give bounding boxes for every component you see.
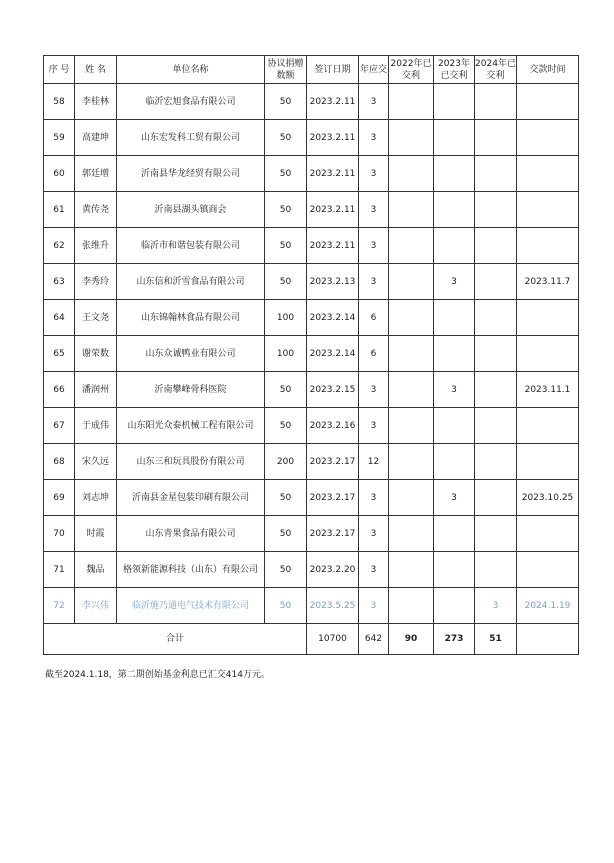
cell-y2023: 3 xyxy=(434,372,475,408)
cell-paid-time xyxy=(517,156,579,192)
table-row xyxy=(44,408,579,444)
header-y2022: 2022年已交利 xyxy=(389,56,434,84)
cell-amount: 50 xyxy=(265,552,307,588)
cell-name: 于成伟 xyxy=(75,408,117,444)
cell-amount: 50 xyxy=(265,408,307,444)
cell-company: 临沂施乃通电气技术有限公司 xyxy=(117,588,265,624)
cell-company: 临沂宏旭食品有限公司 xyxy=(117,84,265,120)
total-y2024: 51 xyxy=(475,624,517,655)
total-row xyxy=(44,624,579,655)
cell-seq: 65 xyxy=(44,336,75,372)
cell-date: 2023.2.11 xyxy=(307,84,359,120)
cell-name: 高建坤 xyxy=(75,120,117,156)
cell-y2022 xyxy=(389,408,434,444)
total-paid-time xyxy=(517,624,579,655)
cell-paid-time xyxy=(517,120,579,156)
header-company: 单位名称 xyxy=(117,56,265,84)
cell-y2024 xyxy=(475,336,517,372)
cell-date: 2023.2.11 xyxy=(307,156,359,192)
cell-y2024 xyxy=(475,228,517,264)
cell-y2024 xyxy=(475,408,517,444)
cell-paid-time: 2024.1.19 xyxy=(517,588,579,624)
cell-y2024 xyxy=(475,84,517,120)
cell-y2024 xyxy=(475,264,517,300)
table-row xyxy=(44,228,579,264)
table-row xyxy=(44,552,579,588)
cell-y2023 xyxy=(434,588,475,624)
cell-amount: 50 xyxy=(265,192,307,228)
cell-amount: 50 xyxy=(265,516,307,552)
cell-amount: 200 xyxy=(265,444,307,480)
cell-amount: 50 xyxy=(265,228,307,264)
cell-y2023: 3 xyxy=(434,480,475,516)
cell-y2024 xyxy=(475,552,517,588)
cell-seq: 66 xyxy=(44,372,75,408)
table-row xyxy=(44,192,579,228)
cell-date: 2023.2.13 xyxy=(307,264,359,300)
table-row xyxy=(44,444,579,480)
cell-amount: 50 xyxy=(265,372,307,408)
header-annual: 年应交 xyxy=(359,56,389,84)
cell-y2023 xyxy=(434,192,475,228)
cell-seq: 70 xyxy=(44,516,75,552)
cell-paid-time xyxy=(517,408,579,444)
cell-company: 沂南攀峰骨科医院 xyxy=(117,372,265,408)
cell-annual: 3 xyxy=(359,408,389,444)
cell-amount: 50 xyxy=(265,480,307,516)
cell-date: 2023.2.11 xyxy=(307,228,359,264)
cell-company: 山东宏发科工贸有限公司 xyxy=(117,120,265,156)
cell-company: 山东众诚鸭业有限公司 xyxy=(117,336,265,372)
cell-paid-time xyxy=(517,336,579,372)
cell-y2024 xyxy=(475,156,517,192)
cell-annual: 3 xyxy=(359,480,389,516)
total-amount: 10700 xyxy=(307,624,359,655)
cell-seq: 60 xyxy=(44,156,75,192)
cell-y2023 xyxy=(434,336,475,372)
total-y2022: 90 xyxy=(389,624,434,655)
cell-y2022 xyxy=(389,480,434,516)
cell-y2024 xyxy=(475,480,517,516)
cell-y2022 xyxy=(389,156,434,192)
cell-name: 刘志坤 xyxy=(75,480,117,516)
cell-paid-time xyxy=(517,228,579,264)
cell-date: 2023.2.11 xyxy=(307,120,359,156)
cell-date: 2023.2.17 xyxy=(307,444,359,480)
cell-name: 李秀玲 xyxy=(75,264,117,300)
cell-date: 2023.5.25 xyxy=(307,588,359,624)
cell-annual: 3 xyxy=(359,120,389,156)
cell-y2023 xyxy=(434,120,475,156)
cell-name: 宋久远 xyxy=(75,444,117,480)
cell-name: 李兴伟 xyxy=(75,588,117,624)
cell-paid-time: 2023.11.1 xyxy=(517,372,579,408)
table-row xyxy=(44,372,579,408)
table-row xyxy=(44,84,579,120)
header-row xyxy=(44,56,579,84)
cell-name: 谢荣数 xyxy=(75,336,117,372)
cell-seq: 64 xyxy=(44,300,75,336)
cell-seq: 58 xyxy=(44,84,75,120)
table-row xyxy=(44,120,579,156)
cell-y2022 xyxy=(389,120,434,156)
cell-company: 山东阳光众泰机械工程有限公司 xyxy=(117,408,265,444)
header-name: 姓 名 xyxy=(75,56,117,84)
table-row xyxy=(44,516,579,552)
cell-y2023 xyxy=(434,228,475,264)
total-annual: 642 xyxy=(359,624,389,655)
cell-seq: 71 xyxy=(44,552,75,588)
cell-annual: 3 xyxy=(359,372,389,408)
cell-paid-time xyxy=(517,84,579,120)
cell-date: 2023.2.11 xyxy=(307,192,359,228)
header-y2023: 2023年已交利 xyxy=(434,56,475,84)
cell-amount: 50 xyxy=(265,264,307,300)
cell-y2023 xyxy=(434,408,475,444)
cell-name: 时霞 xyxy=(75,516,117,552)
cell-paid-time xyxy=(517,552,579,588)
cell-y2023 xyxy=(434,444,475,480)
table-row xyxy=(44,336,579,372)
cell-paid-time: 2023.10.25 xyxy=(517,480,579,516)
cell-y2023 xyxy=(434,156,475,192)
cell-name: 李桂林 xyxy=(75,84,117,120)
cell-y2024 xyxy=(475,516,517,552)
cell-y2023 xyxy=(434,552,475,588)
cell-date: 2023.2.17 xyxy=(307,516,359,552)
cell-y2022 xyxy=(389,300,434,336)
header-amount: 协议捐赠数额 xyxy=(265,56,307,84)
cell-y2022 xyxy=(389,228,434,264)
cell-paid-time: 2023.11.7 xyxy=(517,264,579,300)
cell-date: 2023.2.14 xyxy=(307,300,359,336)
cell-date: 2023.2.17 xyxy=(307,480,359,516)
cell-date: 2023.2.16 xyxy=(307,408,359,444)
total-label: 合计 xyxy=(44,624,307,655)
donation-table xyxy=(43,55,579,655)
cell-y2024: 3 xyxy=(475,588,517,624)
cell-paid-time xyxy=(517,300,579,336)
footnote: 截至2024.1.18，第二期创始基金利息已汇交414万元。 xyxy=(45,670,270,680)
cell-company: 格领新能源科技（山东）有限公司 xyxy=(117,552,265,588)
cell-amount: 50 xyxy=(265,156,307,192)
header-paid-time: 交款时间 xyxy=(517,56,579,84)
cell-annual: 3 xyxy=(359,84,389,120)
cell-company: 临沂市和谐包装有限公司 xyxy=(117,228,265,264)
cell-y2023: 3 xyxy=(434,264,475,300)
cell-y2024 xyxy=(475,192,517,228)
cell-company: 山东三和玩具股份有限公司 xyxy=(117,444,265,480)
cell-seq: 59 xyxy=(44,120,75,156)
cell-company: 山东锦翰林食品有限公司 xyxy=(117,300,265,336)
cell-y2022 xyxy=(389,192,434,228)
cell-y2023 xyxy=(434,516,475,552)
cell-amount: 100 xyxy=(265,300,307,336)
cell-company: 山东信和沂雪食品有限公司 xyxy=(117,264,265,300)
table-row xyxy=(44,264,579,300)
cell-company: 沂南县金星包装印刷有限公司 xyxy=(117,480,265,516)
cell-annual: 3 xyxy=(359,192,389,228)
cell-y2024 xyxy=(475,444,517,480)
cell-name: 潘润州 xyxy=(75,372,117,408)
cell-paid-time xyxy=(517,444,579,480)
cell-y2022 xyxy=(389,588,434,624)
cell-seq: 62 xyxy=(44,228,75,264)
cell-annual: 3 xyxy=(359,156,389,192)
cell-annual: 12 xyxy=(359,444,389,480)
cell-date: 2023.2.20 xyxy=(307,552,359,588)
cell-amount: 50 xyxy=(265,84,307,120)
cell-annual: 3 xyxy=(359,516,389,552)
cell-seq: 63 xyxy=(44,264,75,300)
cell-name: 王文尧 xyxy=(75,300,117,336)
cell-y2024 xyxy=(475,372,517,408)
cell-y2023 xyxy=(434,300,475,336)
table-row xyxy=(44,300,579,336)
cell-company: 沂南县华龙经贸有限公司 xyxy=(117,156,265,192)
total-y2023: 273 xyxy=(434,624,475,655)
cell-amount: 50 xyxy=(265,120,307,156)
cell-paid-time xyxy=(517,192,579,228)
cell-y2022 xyxy=(389,336,434,372)
cell-y2022 xyxy=(389,552,434,588)
cell-seq: 68 xyxy=(44,444,75,480)
cell-seq: 67 xyxy=(44,408,75,444)
cell-name: 郭廷增 xyxy=(75,156,117,192)
cell-seq: 69 xyxy=(44,480,75,516)
cell-name: 黄传尧 xyxy=(75,192,117,228)
cell-company: 沂南县湖头镇商会 xyxy=(117,192,265,228)
cell-annual: 3 xyxy=(359,588,389,624)
cell-date: 2023.2.15 xyxy=(307,372,359,408)
cell-annual: 6 xyxy=(359,336,389,372)
header-date: 签订日期 xyxy=(307,56,359,84)
cell-y2022 xyxy=(389,444,434,480)
header-seq: 序 号 xyxy=(44,56,75,84)
cell-y2024 xyxy=(475,300,517,336)
cell-y2022 xyxy=(389,264,434,300)
cell-annual: 3 xyxy=(359,228,389,264)
table-row xyxy=(44,156,579,192)
cell-annual: 3 xyxy=(359,264,389,300)
cell-company: 山东青果食品有限公司 xyxy=(117,516,265,552)
cell-amount: 50 xyxy=(265,588,307,624)
cell-seq: 72 xyxy=(44,588,75,624)
cell-name: 魏品 xyxy=(75,552,117,588)
cell-annual: 3 xyxy=(359,552,389,588)
cell-y2024 xyxy=(475,120,517,156)
cell-y2022 xyxy=(389,84,434,120)
table-row-highlighted xyxy=(44,588,579,624)
cell-annual: 6 xyxy=(359,300,389,336)
cell-y2022 xyxy=(389,372,434,408)
cell-paid-time xyxy=(517,516,579,552)
cell-amount: 100 xyxy=(265,336,307,372)
table-row xyxy=(44,480,579,516)
cell-y2022 xyxy=(389,516,434,552)
cell-seq: 61 xyxy=(44,192,75,228)
header-y2024: 2024年已交利 xyxy=(475,56,517,84)
cell-y2023 xyxy=(434,84,475,120)
cell-date: 2023.2.14 xyxy=(307,336,359,372)
cell-name: 张维升 xyxy=(75,228,117,264)
